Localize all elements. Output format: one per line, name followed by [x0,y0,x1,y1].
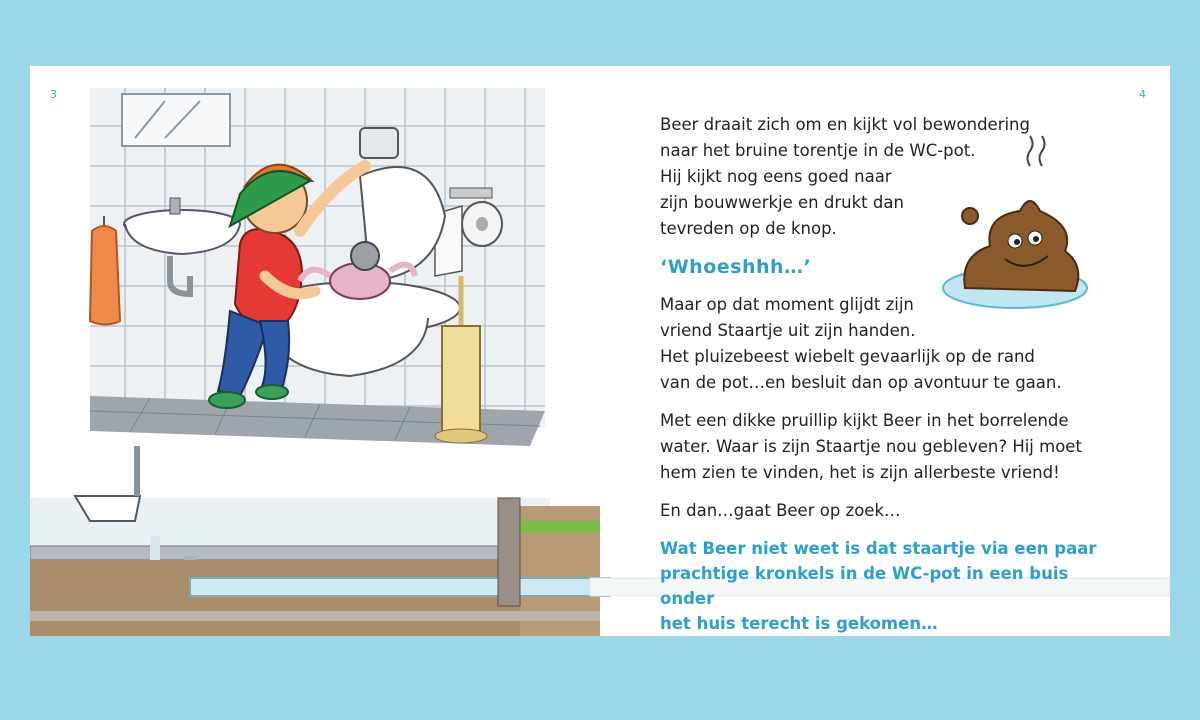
text-line: Het pluizebeest wiebelt gevaarlijk op de rand [660,347,1035,366]
text-line: Met een dikke pruillip kijkt Beer in het borrelende [660,411,1069,430]
text-line: Beer draait zich om en kijkt vol bewondering [660,115,1030,134]
text-line: hem zien te vinden, het is zijn allerbeste vriend! [660,463,1060,482]
paragraph-3 [660,408,1100,486]
text-line: naar het bruine torentje in de WC-pot. [660,141,976,160]
paragraph-4: En dan…gaat Beer op zoek… [660,501,901,520]
paragraph-1 [660,112,1100,242]
story-text [660,112,1100,636]
text-line: zijn bouwwerkje en drukt dan [660,193,904,212]
page-number-left: 3 [50,88,57,101]
text-line: Wat Beer niet weet is dat staartje via een paar [660,539,1097,558]
text-line: van de pot…en besluit dan op avontuur te gaan. [660,373,1062,392]
text-line: Maar op dat moment glijdt zijn [660,295,914,314]
text-line: vriend Staartje uit zijn handen. [660,321,916,340]
paragraph-2 [660,292,1100,396]
text-line: het huis terecht is gekomen… [660,614,938,633]
page-number-right: 4 [1139,88,1146,101]
paragraph-5 [660,536,1100,636]
sound-effect: ‘Whoeshhh…’ [660,256,812,278]
towel [90,216,120,325]
text-line: Hij kijkt nog eens goed naar [660,167,892,186]
text-line: water. Waar is zijn Staartje nou gebleven? Hij moet [660,437,1082,456]
text-line: prachtige kronkels in de WC-pot in een buis onder [660,564,1069,608]
book-spread [30,66,1170,636]
text-line: tevreden op de knop. [660,219,837,238]
